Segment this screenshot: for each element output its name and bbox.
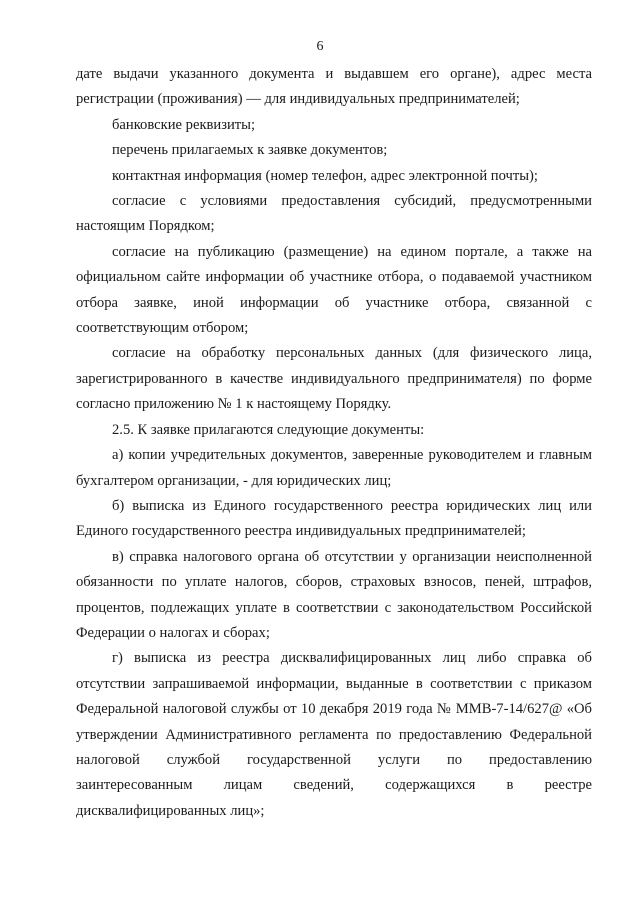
document-body (76, 62, 592, 824)
paragraph-section-2-5: 2.5. К заявке прилагаются следующие документы: (112, 421, 425, 438)
paragraph-consent-personal-data: согласие на обработку персональных данных (для физического лица, зарегистрированного в качестве индивидуального предпринимателя) по форме согласно приложению № 1 к настоящему Порядку. (76, 345, 592, 413)
paragraph-bank-details: банковские реквизиты; (112, 116, 256, 133)
paragraph-item-v: в) справка налогового органа об отсутствии у организации неисполненной обязанности по уплате налогов, сборов, страховых взносов, пеней, штрафов, процентов, подлежащих уплате в соответствии с законодательством Российской Федерации о налогах и сборах; (76, 548, 592, 641)
paragraph-item-b: б) выписка из Единого государственного реестра юридических лиц или Единого государственного реестра индивидуальных предпринимателей; (76, 497, 592, 540)
paragraph-consent-publication: согласие на публикацию (размещение) на едином портале, а также на официальном сайте информации об участнике отбора, о подаваемой участником отбора заявке, иной информации об участнике отбора, связанной с соответствующим отбором; (76, 243, 592, 337)
paragraph-contact-info: контактная информация (номер телефон, адрес электронной почты); (112, 167, 538, 184)
paragraph-registration-address: дате выдачи указанного документа и выдавшем его органе), адрес места регистрации (проживания) — для индивидуальных предпринимателей; (76, 66, 592, 108)
paragraph-consent-subsidy-terms: согласие с условиями предоставления субсидий, предусмотренными настоящим Порядком; (76, 193, 592, 235)
page-number: 6 (316, 39, 324, 54)
paragraph-attached-documents-list: перечень прилагаемых к заявке документов; (112, 142, 388, 159)
paragraph-item-a: а) копии учредительных документов, заверенные руководителем и главным бухгалтером организации, - для юридических лиц; (76, 447, 592, 489)
paragraph-item-g: г) выписка из реестра дисквалифицированных лиц либо справка об отсутствии запрашиваемой информации, выданные в соответствии с приказом Федеральной налоговой службы от 10 декабря 2019 года № ММВ-7-14/627@ «Об утверждении Административного регламента по предоставлению Федеральной налоговой службой государственной услуги по предоставлению заинтересованным лицам сведений, содержащихся в реестре дисквалифицированных лиц»; (76, 650, 592, 819)
